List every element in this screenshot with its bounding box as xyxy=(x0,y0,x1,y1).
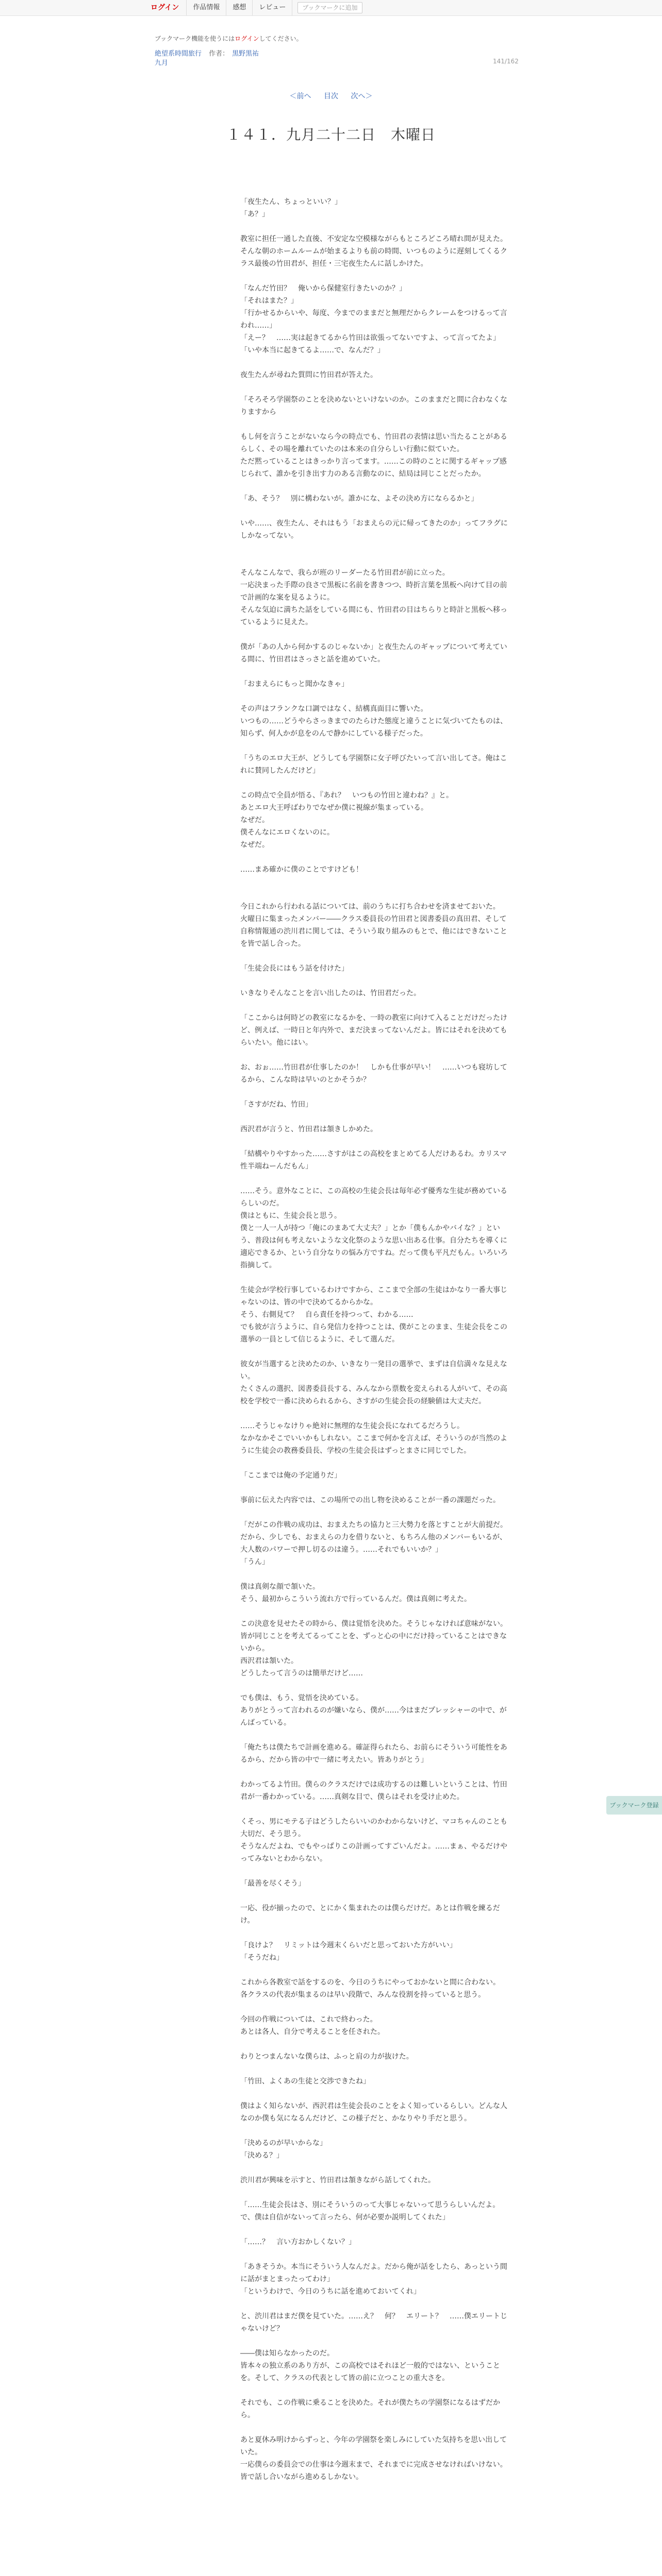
notice-text-before: ブックマーク機能を使うには xyxy=(155,35,235,42)
body-paragraph: 西沢君は頷いた。 xyxy=(240,1657,298,1665)
prev-chapter-link[interactable]: ＜前へ xyxy=(289,92,311,100)
chapter-nav xyxy=(0,91,662,101)
body-paragraph: この時点で全員が悟る、『あれ？ いつもの竹田と違わね？』と。 xyxy=(240,791,453,800)
body-paragraph: 「いや本当に起きてるよ……で、なんだ？」 xyxy=(240,346,385,354)
body-paragraph: 「結構やりやすかった……さすがはこの高校をまとめてる人だけあるわ。カリスマ性半端ねーんだもん」 xyxy=(240,1150,507,1171)
body-paragraph: 一応、役が揃ったので、とにかく集まれたのは僕らだけだ。あとは作戦を練るだけ。 xyxy=(240,1904,500,1925)
body-paragraph: 僕はともに、生徒会長と思う。 xyxy=(240,1212,341,1220)
body-paragraph xyxy=(240,1173,514,1185)
body-paragraph xyxy=(240,876,514,888)
body-paragraph: 「良けよ？ リミットは今週末くらいだと思っておいた方がいい」 xyxy=(240,1941,457,1950)
body-paragraph xyxy=(240,480,514,493)
body-paragraph xyxy=(240,1964,514,1976)
body-paragraph: ――僕は知らなかったのだ。 xyxy=(240,2349,334,2358)
body-paragraph: 「あ、そう？ 別に構わないが。誰かにな、よその決め方にならるかと」 xyxy=(240,495,478,503)
body-paragraph: 「竹田、よくあの生徒と交渉できたね」 xyxy=(240,2077,370,2086)
body-paragraph: 「それはまた？」 xyxy=(240,297,298,305)
chapter-title: １４１．九月二十二日 木曜日 xyxy=(226,126,436,143)
body-paragraph: なぜだ。 xyxy=(240,816,269,824)
notice-login-link[interactable]: ログイン xyxy=(235,35,259,42)
nav-impressions[interactable]: 感想 xyxy=(226,0,253,15)
body-paragraph: 皆本々の独立系のあり方が、この高校ではそれほど一般的ではない、ということを。そして、クラスの代表として皆の前に立つことの重大さを。 xyxy=(240,2362,500,2382)
page-number: 141/162 xyxy=(493,58,519,65)
body-paragraph: ありがとうって言われるのが嫌いなら、僕が……今はまだプレッシャーの中で、がんばっている。 xyxy=(240,1706,507,1727)
body-paragraph: この決意を見せたその時から、僕は覚悟を決めた。そうじゃなければ意味がない。皆が同じことを考えてるってことを、ずっと心の中にだけ持っていることはできないから。 xyxy=(240,1620,507,1653)
body-paragraph xyxy=(240,2298,514,2310)
body-paragraph: 「行かせるからいや、毎度、今までのままだと無理だからクレームをつけるって言われ……」 xyxy=(240,309,507,330)
body-paragraph: そんな気迫に満ちた話をしている間にも、竹田君の目はちらりと時計と黒板へ移っているように見えた。 xyxy=(240,606,507,626)
body-paragraph xyxy=(240,270,514,282)
body-paragraph: その声はフランクな口調ではなく、結構真面目に響いた。 xyxy=(240,705,428,713)
notice-text-after: してください。 xyxy=(259,35,303,42)
body-paragraph: そんなこんなで、我らが班のリーダーたる竹田君が前に立った。 xyxy=(240,569,450,577)
body-paragraph: 西沢君が言うと、竹田君は頷きしかめた。 xyxy=(240,1125,377,1133)
body-paragraph xyxy=(240,1803,514,1816)
body-paragraph xyxy=(240,2384,514,2397)
body-paragraph: 「生徒会長にはもう話を付けた」 xyxy=(240,964,349,973)
body-paragraph xyxy=(240,2038,514,2050)
body-paragraph xyxy=(240,2063,514,2075)
body-paragraph: そうなんだよね、でもやっぱりこの計画ってすごいんだよ。……まぁ、やるだけやってみないとわからない。 xyxy=(240,1842,507,1863)
login-link[interactable]: ログイン xyxy=(151,0,187,15)
body-paragraph xyxy=(240,2001,514,2013)
body-paragraph xyxy=(240,2162,514,2174)
body-paragraph xyxy=(240,999,514,1012)
body-paragraph xyxy=(240,2224,514,2236)
body-paragraph: 「あ？」 xyxy=(240,210,269,218)
next-chapter-link[interactable]: 次へ＞ xyxy=(351,92,373,100)
body-paragraph: 「最善を尽くそう」 xyxy=(240,1879,305,1888)
body-paragraph: わりとつまんないな僕らは、ふっと肩の力が抜けた。 xyxy=(240,2053,413,2061)
body-paragraph xyxy=(240,690,514,703)
body-paragraph xyxy=(240,1605,514,1618)
body-paragraph xyxy=(240,740,514,752)
body-paragraph: 「俺たちは僕たちで計画を進める。確証得られたら、お前らにそういう可能性をあるから、だから皆の中で一緒に考えたい。皆ありがとう」 xyxy=(240,1743,507,1764)
body-paragraph xyxy=(240,1506,514,1519)
body-paragraph: 生徒会が学校行事しているわけですから、ここまで全部の生徒はかなり一番大事じゃないのは、皆の中で決めてるからかな。 xyxy=(240,1286,507,1307)
body-paragraph xyxy=(240,418,514,431)
body-paragraph: あとエロ大王呼ばわりでなぜか僕に視線が集まっている。 xyxy=(240,804,428,812)
body-paragraph: でも僕は、もう、覚悟を決めている。 xyxy=(240,1694,363,1702)
body-paragraph: お、おぉ……竹田君が仕事したのか！ しかも仕事が早い！ ……いつも寝坊してるから、こんな時は早いのとかそうか？ xyxy=(240,1063,507,1084)
body-paragraph: 「決めるのが早いからな」 xyxy=(240,2139,327,2147)
body-paragraph xyxy=(240,1272,514,1284)
body-paragraph: なかなかそこでいいかもしれない。ここまで何かを言えば、そういうのが当然のように生徒会の教務委員長、学校の生徒会長はずっとまさに同じでした。 xyxy=(240,1434,507,1455)
add-bookmark-button[interactable]: ブックマークに追加 xyxy=(297,2,362,13)
body-paragraph: ……そう。意外なことに、この高校の生徒会長は毎年必ず優秀な生徒が務めているらしいのだ。 xyxy=(240,1187,507,1208)
body-paragraph xyxy=(240,1408,514,1420)
body-paragraph xyxy=(240,629,514,641)
body-paragraph xyxy=(240,2125,514,2137)
body-paragraph: そんな朝のホームルームが始まるよりも前の時間、いつものように遅刻してくるクラス最後の竹田君が、担任・三宅夜生たんに話しかけた。 xyxy=(240,247,507,268)
body-paragraph xyxy=(240,1482,514,1494)
body-paragraph xyxy=(240,1457,514,1469)
body-paragraph xyxy=(240,2187,514,2199)
body-paragraph xyxy=(240,851,514,863)
body-paragraph xyxy=(240,975,514,987)
body-paragraph: 「そうだね」 xyxy=(240,1954,284,1962)
body-paragraph xyxy=(240,1865,514,1877)
body-paragraph: ……まあ確かに僕のことですけども！ xyxy=(240,866,363,874)
body-paragraph xyxy=(240,1049,514,1061)
body-paragraph xyxy=(240,1136,514,1148)
body-paragraph: 各クラスの代表が集まるのは早い段階で、みんな役割を持っていると思う。 xyxy=(240,1991,486,1999)
body-paragraph: 渋川君が興味を示すと、竹田君は頷きながら話してくれた。 xyxy=(240,2176,435,2184)
body-paragraph: 僕は真剣な顔で頷いた。 xyxy=(240,1583,320,1591)
body-paragraph: 今日これから行われる話については、前のうちに打ち合わせを済ませておいた。 xyxy=(240,903,500,911)
author-label: 作者： xyxy=(209,50,229,58)
body-paragraph xyxy=(240,888,514,901)
body-paragraph xyxy=(240,1890,514,1902)
work-info xyxy=(155,49,259,68)
body-paragraph: あと夏休み明けからずっと、今年の学園祭を楽しみにしていた気持ちを思い出していた。 xyxy=(240,2436,507,2456)
body-paragraph: 「さすがだね、竹田」 xyxy=(240,1100,312,1109)
top-bar xyxy=(0,0,662,16)
section-link[interactable]: 九月 xyxy=(155,59,169,67)
body-paragraph: あとは各人、自分で考えることを任された。 xyxy=(240,2028,385,2036)
body-paragraph: 事前に伝えた内容では、この場所での出し物を決めることが一番の課題だった。 xyxy=(240,1496,500,1504)
body-paragraph: 「そろそろ学園祭のことを決めないといけないのか。このままだと間に合わなくなりますから xyxy=(240,396,507,416)
body-paragraph: 「ここからは何時どの教室になるかを、一時の教室に向けて入ることだけだったけど、例えば、一時日と年内外で、まだ決まってないんだよ。皆にはそれを決めてもらいたい。他にはい。 xyxy=(240,1014,507,1047)
novel-body xyxy=(240,196,514,2483)
body-paragraph: そう、右側見て？ 自ら責任を持つって、わかる…… xyxy=(240,1311,413,1319)
body-paragraph: 「おまえらにもっと聞かなきゃ」 xyxy=(240,680,349,688)
body-paragraph: 「ここまでは俺の予定通りだ」 xyxy=(240,1471,341,1480)
body-paragraph xyxy=(240,1766,514,1778)
body-paragraph xyxy=(240,666,514,678)
body-paragraph: もし何を言うことがないなら今の時点でも、竹田君の表情は思い当たることがあるらしく、その場を離れていたのは本来の自分らしい行動に似ていた。 xyxy=(240,433,507,453)
body-paragraph: 今回の作戦については、これで終わった。 xyxy=(240,2015,377,2024)
login-notice xyxy=(155,34,303,43)
nav-work-info[interactable]: 作品情報 xyxy=(187,0,226,15)
body-paragraph xyxy=(240,542,514,554)
body-paragraph: いつもの……どうやらさっきまでのたらけた態度と違うことに気づいてたものは、知らず、何人かが息をのんで静かにしている様子だった。 xyxy=(240,717,507,738)
body-paragraph xyxy=(240,1568,514,1581)
body-paragraph xyxy=(240,1086,514,1098)
body-paragraph xyxy=(240,950,514,962)
body-paragraph: ただ黙っていることはきっかり言ってます。……この時のことに関するギャップ感じられて、誰かを引き出す力のある言動なのに、結局は同じことだったか。 xyxy=(240,457,507,478)
body-paragraph: わかってるよ竹田。僕らのクラスだけでは成功するのは難しいということは、竹田君が一番わかっている。……真剣な目で、僕らはそれを受け止めた。 xyxy=(240,1781,507,1801)
body-paragraph: と、渋川君はまだ僕を見ていた。……え？ 何？ エリート？ ……僕エリートじゃないけど？ xyxy=(240,2312,507,2333)
body-paragraph: たくさんの選択、図書委員長する、みんなから票数を変えられる人がいて、その高校を学校で一番に決められるから、さすがの生徒会長の経験値は大丈夫だ。 xyxy=(240,1385,507,1405)
body-paragraph: 僕そんなにエロくないのに。 xyxy=(240,828,334,837)
body-paragraph xyxy=(240,1680,514,1692)
body-paragraph: なぜだ。 xyxy=(240,841,269,849)
body-paragraph xyxy=(240,221,514,233)
body-paragraph: 彼女が当選すると決めたのか、いきなり一発目の選挙で、まずは自信満々な見えない。 xyxy=(240,1360,507,1381)
series-title-link[interactable]: 絶望系時間旅行 xyxy=(155,50,202,58)
body-paragraph xyxy=(240,1927,514,1939)
body-paragraph: 「うちのエロ大王が、どうしても学園祭に女子呼びたいって言い出してさ。俺はこれに賛同したんだけど」 xyxy=(240,754,507,775)
author-link[interactable]: 黒野黒祐 xyxy=(232,50,259,58)
body-paragraph: そう、最初からこういう流れ方で行っているんだ。僕は真剣に考えた。 xyxy=(240,1595,471,1603)
body-paragraph: 僕が「あの人から何かするのじゃないか」と夜生たんのギャップについて考えている間に、竹田君はさっさと話を進めていた。 xyxy=(240,643,507,664)
body-paragraph: 「だがこの作戦の成功は、おまえたちの協力と三大勢力を落とすことが大前提だ。だから、少しでも、おまえらの力を借りないと、もちろん他のメンバーもいるが、大人数のパワーで押し切るのは違う。……それでもいいか？」 xyxy=(240,1521,507,1554)
body-paragraph xyxy=(240,2421,514,2434)
body-paragraph xyxy=(240,777,514,789)
floating-bookmark-button[interactable]: ブックマーク登録 xyxy=(606,1796,662,1815)
body-paragraph xyxy=(240,381,514,394)
body-paragraph xyxy=(240,554,514,567)
body-paragraph xyxy=(240,2248,514,2261)
body-paragraph: くそっ、男にモテる子はどうしたらいいのかわからないけど、マコちゃんのことも大切だ、そう思う。 xyxy=(240,1818,507,1838)
body-paragraph: 教室に担任一通した直後、不安定な空模様ながらもところどころ晴れ間が見えた。 xyxy=(240,235,507,243)
body-paragraph: 「というわけで、今日のうちに話を進めておいてくれ」 xyxy=(240,2287,421,2296)
body-paragraph: 「なんだ竹田？ 俺いから保健室行きたいのか？」 xyxy=(240,284,406,293)
toc-link[interactable]: 目次 xyxy=(324,92,338,100)
body-paragraph: どうしたって言うのは簡単だけど…… xyxy=(240,1669,363,1677)
body-paragraph: 夜生たんが尋ねた質問に竹田君が答えた。 xyxy=(240,371,377,379)
body-paragraph: 「あきそうか。本当にそういう人なんだよ。だから俺が話をしたら、あっという間に話がまとまったってわけ」 xyxy=(240,2263,507,2283)
top-nav xyxy=(151,0,362,15)
body-paragraph: 僕と一人一人が持つ「俺にのまあて大丈夫？」とか「僕もんかやバイな？」という、普段は何も考えないような文化祭のような思い出ある仕事。自分たちを導くに適応できるか、という自分なりの悩み方ですね。だって僕も平凡だもん。いろいろ指摘して。 xyxy=(240,1224,508,1269)
body-paragraph: 火曜日に集まったメンバー――クラス委員長の竹田君と図書委員の真田君、そして自称情報通の渋川君に関しては、そういう取り組みのもとで、他にはできないことを皆で話し合った。 xyxy=(240,915,507,948)
body-paragraph xyxy=(240,505,514,517)
body-paragraph: 「……？ 言い方おかしくない？」 xyxy=(240,2238,356,2246)
body-paragraph: 「決める？」 xyxy=(240,2151,284,2160)
body-paragraph: それでも、この作戦に乗ることを決めた。それが僕たちの学園祭になるはずだから。 xyxy=(240,2399,500,2419)
nav-review[interactable]: レビュー xyxy=(253,0,292,15)
body-paragraph: 一応決まった手際の良さで黒板に名前を書きつつ、時折言葉を黒板へ向けて目の前で計画的な案を見るように。 xyxy=(240,581,507,602)
body-paragraph: これから各教室で話をするのを、今日のうちにやっておかないと間に合わない。 xyxy=(240,1978,500,1987)
body-paragraph: いきなりそんなことを言い出したのは、竹田君だった。 xyxy=(240,989,421,997)
body-paragraph: 「……生徒会長はさ、別にそういうのって大事じゃないって思うらしいんだよ。で、僕は自信がないって言ったら、何が必要か説明してくれた」 xyxy=(240,2201,500,2222)
body-paragraph xyxy=(240,2335,514,2347)
body-paragraph: いや……、夜生たん、それはもう「おまえらの元に帰ってきたのか」ってフラグにしかなってない。 xyxy=(240,519,508,540)
body-paragraph xyxy=(240,2088,514,2100)
body-paragraph: でも彼が言うように、自ら発信力を持つことは、僕がことのまま、生徒会長をこの選挙の一員として信じるように、そして選んだ。 xyxy=(240,1323,507,1344)
body-paragraph: 僕はよく知らないが、西沢君は生徒会長のことをよく知っているらしい。どんな人なのか僕も気になるんだけど、この様子だと、かなりやり手だと思う。 xyxy=(240,2102,507,2123)
body-paragraph: 「えー？ ……実は起きてるから竹田は欲張ってないですよ、って言ってたよ」 xyxy=(240,334,500,342)
body-paragraph: ……そうじゃなけりゃ絶対に無理的な生徒会長になれてるだろうし。 xyxy=(240,1422,464,1430)
body-paragraph xyxy=(240,1729,514,1741)
body-paragraph: 「夜生たん、ちょっといい？」 xyxy=(240,198,342,206)
body-paragraph: 一応僕らの委員会での仕事は今週末まで、それまでに完成させなければいけない。皆で話し合いながら進めるしかない。 xyxy=(240,2461,507,2481)
body-paragraph xyxy=(240,357,514,369)
body-paragraph xyxy=(240,1346,514,1358)
body-paragraph: 「うん」 xyxy=(240,1558,269,1566)
body-paragraph xyxy=(240,1111,514,1123)
